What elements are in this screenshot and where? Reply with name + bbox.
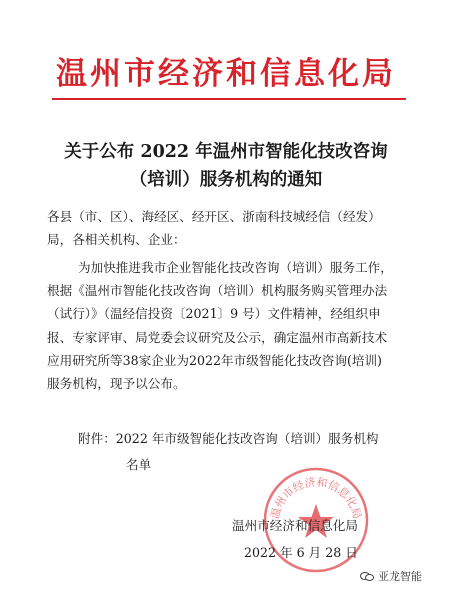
body-line-1: 为加快推进我市企业智能化技改咨询（培训）服务工作， [78, 260, 393, 275]
body-line-2: 根据《温州市智能化技改咨询（培训）机构服务购买管理办法 [47, 283, 388, 298]
title-line-2: （培训）服务机构的通知 [129, 170, 323, 190]
body-line-6: 服务机构，现予以公布。 [47, 376, 186, 391]
red-divider [52, 98, 406, 100]
watermark [360, 568, 422, 584]
attachment-line-2: 名单 [126, 457, 152, 472]
body-line-5: 应用研究所等38家企业为2022年市级智能化技改咨询(培训) [47, 353, 382, 368]
seal-text: 温州市经济和信息化局 [268, 475, 364, 521]
agency-letterhead: 温州市经济和信息化局 [56, 56, 396, 92]
title-line-1: 关于公布 2022 年温州市智能化技改咨询 [64, 142, 388, 162]
signature-date: 2022 年 6 月 28 日 [244, 545, 358, 560]
wechat-icon [360, 571, 374, 581]
watermark-text: 亚龙智能 [378, 570, 422, 583]
signature-agency: 温州市经济和信息化局 [232, 518, 358, 533]
document-title [0, 138, 452, 194]
attachment-line-1: 附件：2022 年市级智能化技改咨询（培训）服务机构 [78, 431, 379, 446]
body-line-4: 报、专家评审、局党委会议研究及公示，确定温州市高新技术 [47, 330, 388, 345]
addressee-line-2: 局，各相关机构、企业： [47, 232, 186, 247]
body-line-3: （试行）》（温经信投资〔2021〕9 号）文件精神，经组织申 [47, 306, 381, 321]
addressee-line-1: 各县（市、区）、海经区、经开区、浙南科技城经信（经发） [47, 209, 381, 224]
